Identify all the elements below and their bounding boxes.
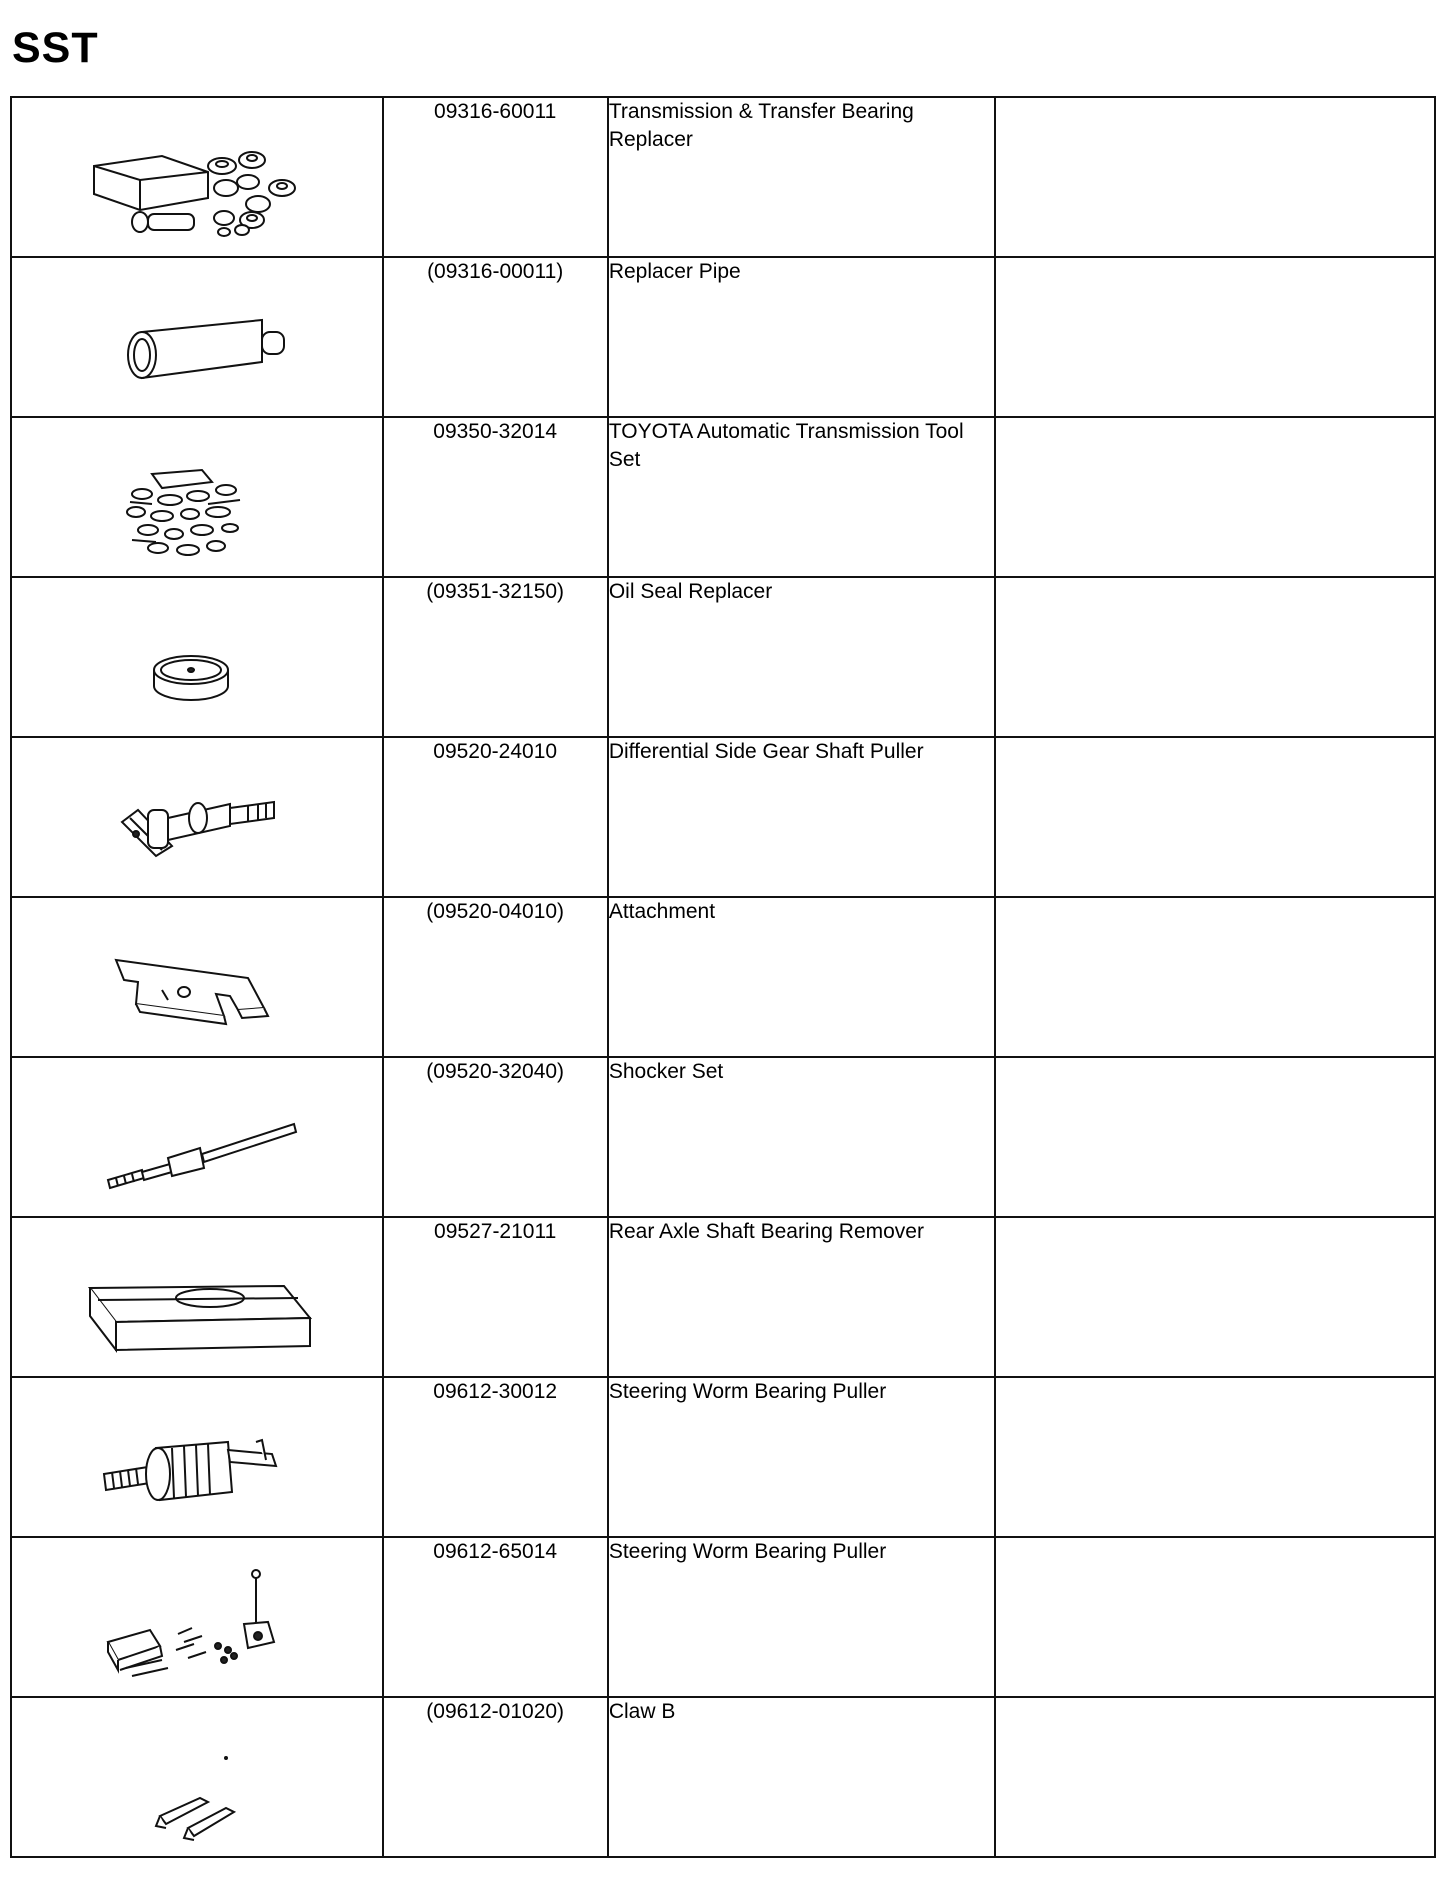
tool-name: Steering Worm Bearing Puller <box>608 1377 996 1537</box>
part-number: (09316-00011) <box>383 257 608 417</box>
tool-illustration <box>11 1537 383 1697</box>
tool-illustration <box>11 1697 383 1857</box>
tool-name: Differential Side Gear Shaft Puller <box>608 737 996 897</box>
table-row <box>11 257 1435 417</box>
table-row <box>11 97 1435 257</box>
tool-name: Rear Axle Shaft Bearing Remover <box>608 1217 996 1377</box>
note-cell <box>995 257 1435 417</box>
tool-illustration <box>11 257 383 417</box>
part-number: 09612-65014 <box>383 1537 608 1697</box>
tool-illustration <box>11 1377 383 1537</box>
tool-illustration <box>11 897 383 1057</box>
tool-illustration <box>11 577 383 737</box>
oil-seal-replacer-icon <box>12 578 381 736</box>
part-number: (09520-32040) <box>383 1057 608 1217</box>
shaft-puller-icon <box>12 738 381 896</box>
tool-illustration <box>11 1217 383 1377</box>
note-cell <box>995 737 1435 897</box>
tool-name: Oil Seal Replacer <box>608 577 996 737</box>
tool-illustration <box>11 97 383 257</box>
note-cell <box>995 417 1435 577</box>
table-row <box>11 1537 1435 1697</box>
worm-bearing-puller-set-icon <box>12 1538 381 1696</box>
claw-icon <box>12 1698 381 1856</box>
note-cell <box>995 97 1435 257</box>
bearing-replacer-set-icon <box>12 98 381 256</box>
table-row <box>11 417 1435 577</box>
part-number: 09612-30012 <box>383 1377 608 1537</box>
part-number: (09612-01020) <box>383 1697 608 1857</box>
note-cell <box>995 577 1435 737</box>
tool-name: Replacer Pipe <box>608 257 996 417</box>
tool-name: Transmission & Transfer Bearing Replacer <box>608 97 996 257</box>
table-row <box>11 897 1435 1057</box>
page-title: SST <box>12 24 99 72</box>
tool-name: Claw B <box>608 1697 996 1857</box>
part-number: 09520-24010 <box>383 737 608 897</box>
note-cell <box>995 897 1435 1057</box>
worm-bearing-puller-icon <box>12 1378 381 1536</box>
tool-illustration <box>11 417 383 577</box>
note-cell <box>995 1377 1435 1537</box>
tool-illustration <box>11 1057 383 1217</box>
attachment-plate-icon <box>12 898 381 1056</box>
sst-table <box>10 96 1436 1858</box>
tool-name: Shocker Set <box>608 1057 996 1217</box>
shocker-set-icon <box>12 1058 381 1216</box>
note-cell <box>995 1697 1435 1857</box>
table-row <box>11 577 1435 737</box>
note-cell <box>995 1217 1435 1377</box>
note-cell <box>995 1537 1435 1697</box>
part-number: (09351-32150) <box>383 577 608 737</box>
tool-name: TOYOTA Automatic Transmission Tool Set <box>608 417 996 577</box>
table-row <box>11 1377 1435 1537</box>
tool-name: Attachment <box>608 897 996 1057</box>
table-row <box>11 1697 1435 1857</box>
bearing-remover-block-icon <box>12 1218 381 1376</box>
part-number: (09520-04010) <box>383 897 608 1057</box>
tool-set-icon <box>12 418 381 576</box>
table-row <box>11 737 1435 897</box>
part-number: 09316-60011 <box>383 97 608 257</box>
table-row <box>11 1217 1435 1377</box>
replacer-pipe-icon <box>12 258 381 416</box>
tool-illustration <box>11 737 383 897</box>
tool-name: Steering Worm Bearing Puller <box>608 1537 996 1697</box>
part-number: 09350-32014 <box>383 417 608 577</box>
note-cell <box>995 1057 1435 1217</box>
part-number: 09527-21011 <box>383 1217 608 1377</box>
table-row <box>11 1057 1435 1217</box>
